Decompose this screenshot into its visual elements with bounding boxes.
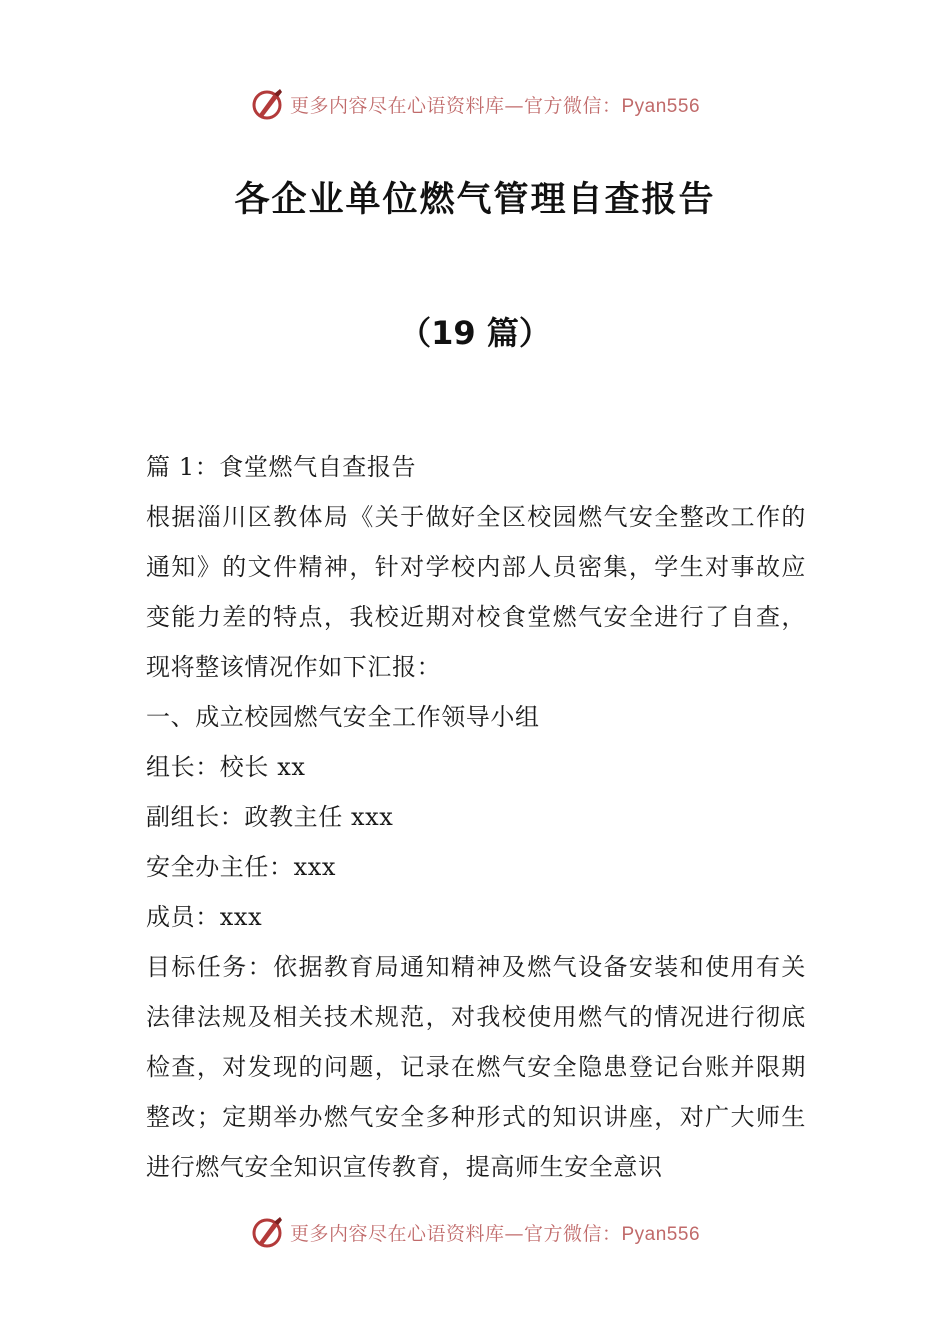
- pen-circle-logo-icon: [250, 86, 286, 122]
- banner-text: 更多内容尽在心语资料库—官方微信：Pyan556: [289, 1222, 701, 1245]
- paragraph: 安全办主任：xxx: [146, 853, 337, 881]
- paragraph: 根据淄川区教体局《关于做好全区校园燃气安全整改工作的通知》的文件精神，针对学校内部人员密集，学生对事故应变能力差的特点，我校近期对校食堂燃气安全进行了自查，现将整该情况作如下汇报：: [146, 503, 806, 681]
- section-heading: 一、成立校园燃气安全工作领导小组: [146, 703, 540, 731]
- paragraph: 组长：校长 xx: [146, 753, 306, 781]
- footer-watermark-banner: [0, 1210, 950, 1254]
- paragraph: 成员：xxx: [146, 903, 263, 931]
- document-subtitle: （19 篇）: [399, 314, 551, 352]
- header-watermark-banner: [0, 82, 950, 126]
- banner-wechat-id: Pyan556: [621, 95, 701, 117]
- document-title: 各企业单位燃气管理自查报告: [234, 180, 716, 220]
- banner-text: 更多内容尽在心语资料库—官方微信：Pyan556: [289, 94, 701, 117]
- section-heading: 篇 1：食堂燃气自查报告: [146, 453, 417, 481]
- pen-circle-logo-icon: [250, 1214, 286, 1250]
- banner-wechat-id: Pyan556: [621, 1223, 701, 1245]
- paragraph: 目标任务：依据教育局通知精神及燃气设备安装和使用有关法律法规及相关技术规范，对我校使用燃气的情况进行彻底检查，对发现的问题，记录在燃气安全隐患登记台账并限期整改；定期举办燃气安全多种形式的知识讲座，对广大师生进行燃气安全知识宣传教育，提高师生安全意识: [146, 953, 806, 1181]
- document-body: [146, 442, 806, 1192]
- paragraph: 副组长：政教主任 xxx: [146, 803, 394, 831]
